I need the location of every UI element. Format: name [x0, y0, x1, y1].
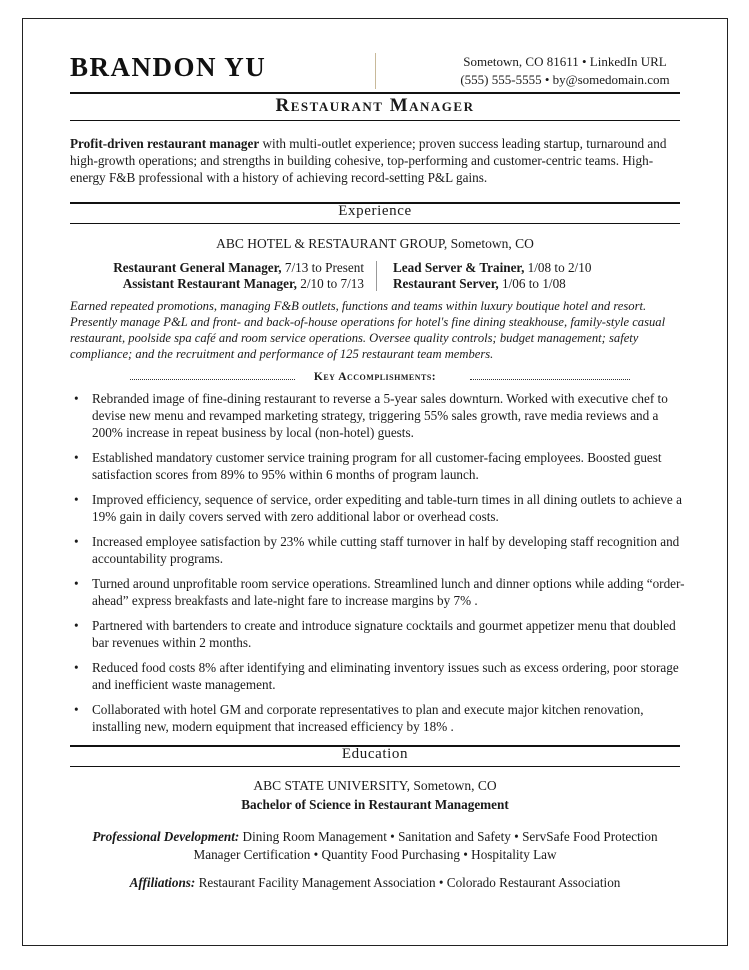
role-title: Assistant Restaurant Manager,	[122, 276, 297, 291]
list-item: • Rebranded image of fine-dining restaurant to reverse a 5-year sales downturn. Worked with executive chef to devise new menu and revamped marketing strategy, triggering 55% sales growth, rave media reviews and a 200% increase in repeat business by local (non-hotel) guests.	[74, 390, 686, 441]
summary-lead: Profit-driven restaurant manager	[70, 136, 260, 151]
school: ABC STATE UNIVERSITY, Sometown, CO	[253, 778, 497, 793]
accomplishments-heading: Key Accomplishments:	[313, 371, 437, 383]
list-item: • Reduced food costs 8% after identifying and eliminating inventory issues such as excess ordering, poor storage and inefficient waste management.	[74, 659, 686, 693]
list-item: • Improved efficiency, sequence of service, order expediting and table-turn times in all dining outlets to achieve a 19% gain in daily covers served with zero additional labor or overhead costs.	[74, 491, 686, 525]
summary-paragraph	[70, 135, 682, 186]
role-title: Lead Server & Trainer,	[393, 260, 525, 275]
list-item: • Established mandatory customer service training program for all customer-facing employees. Boosted guest satisfaction scores from 89% to 95% within 6 months of program launch.	[74, 449, 686, 483]
degree: Bachelor of Science in Restaurant Management	[241, 797, 509, 812]
role-description: Earned repeated promotions, managing F&B outlets, functions and teams within luxury boutique hotel and resort. Presently manage P&L and front- and back-of-house operations for hotel's fine dining steakhouse, family-style casual restaurant, poolside spa café and room service operations. Oversee quality controls; budget management; safety compliance; and the recruitment and performance of 125 restaurant team members.	[70, 299, 666, 361]
pd-label: Professional Development:	[92, 829, 240, 844]
role-left-2	[123, 276, 364, 292]
employer: ABC HOTEL & RESTAURANT GROUP, Sometown, CO	[216, 236, 534, 251]
summary-text: with multi-outlet experience; proven success leading startup, turnaround and high-growth operations; and strengths in building cohesive, top-performing and customer-centric teams. High-energy F&B professional with a history of achieving record-setting P&L gains.	[70, 136, 667, 185]
role-dates: 2/10 to 7/13	[296, 276, 364, 291]
aff-label: Affiliations:	[129, 875, 196, 890]
role-title: Restaurant Server,	[393, 276, 499, 291]
list-item: • Increased employee satisfaction by 23% while cutting staff turnover in half by developing staff recognition and accountability programs.	[74, 533, 686, 567]
role-dates: 1/06 to 1/08	[498, 276, 566, 291]
resume-title: Restaurant Manager	[275, 95, 475, 116]
role-dates: 1/08 to 2/10	[524, 260, 592, 275]
experience-heading: Experience	[338, 203, 412, 219]
header-divider	[375, 53, 376, 89]
candidate-name: BRANDON YU	[70, 52, 267, 82]
role-title: Restaurant General Manager,	[113, 260, 282, 275]
role-dates: 7/13 to Present	[281, 260, 364, 275]
role-right-2	[393, 276, 566, 292]
list-item: • Collaborated with hotel GM and corporate representatives to plan and execute major kitchen renovation, installing new, modern equipment that increased efficiency by 18% .	[74, 701, 686, 735]
role-left-1	[113, 260, 364, 276]
roles-divider	[376, 261, 377, 291]
contact-address: Sometown, CO 81611 • LinkedIn URL	[463, 54, 667, 69]
education-heading: Education	[341, 746, 409, 762]
role-right-1	[393, 260, 591, 276]
accomplishments-list	[74, 390, 686, 735]
affiliations	[70, 875, 680, 891]
professional-development	[70, 828, 680, 864]
aff-text: Restaurant Facility Management Association • Colorado Restaurant Association	[195, 875, 621, 890]
list-item: • Turned around unprofitable room service operations. Streamlined lunch and dinner options while adding “order-ahead” express breakfasts and late-night fare to increase margins by 7% .	[74, 575, 686, 609]
pd-text: Dining Room Management • Sanitation and Safety • ServSafe Food Protection Manager Certification • Quantity Food Purchasing • Hospitality Law	[193, 829, 658, 862]
list-item: • Partnered with bartenders to create and introduce signature cocktails and gourmet appetizer menu that doubled bar revenues within 2 months.	[74, 617, 686, 651]
contact-phone-email: (555) 555-5555 • by@somedomain.com	[460, 72, 670, 87]
